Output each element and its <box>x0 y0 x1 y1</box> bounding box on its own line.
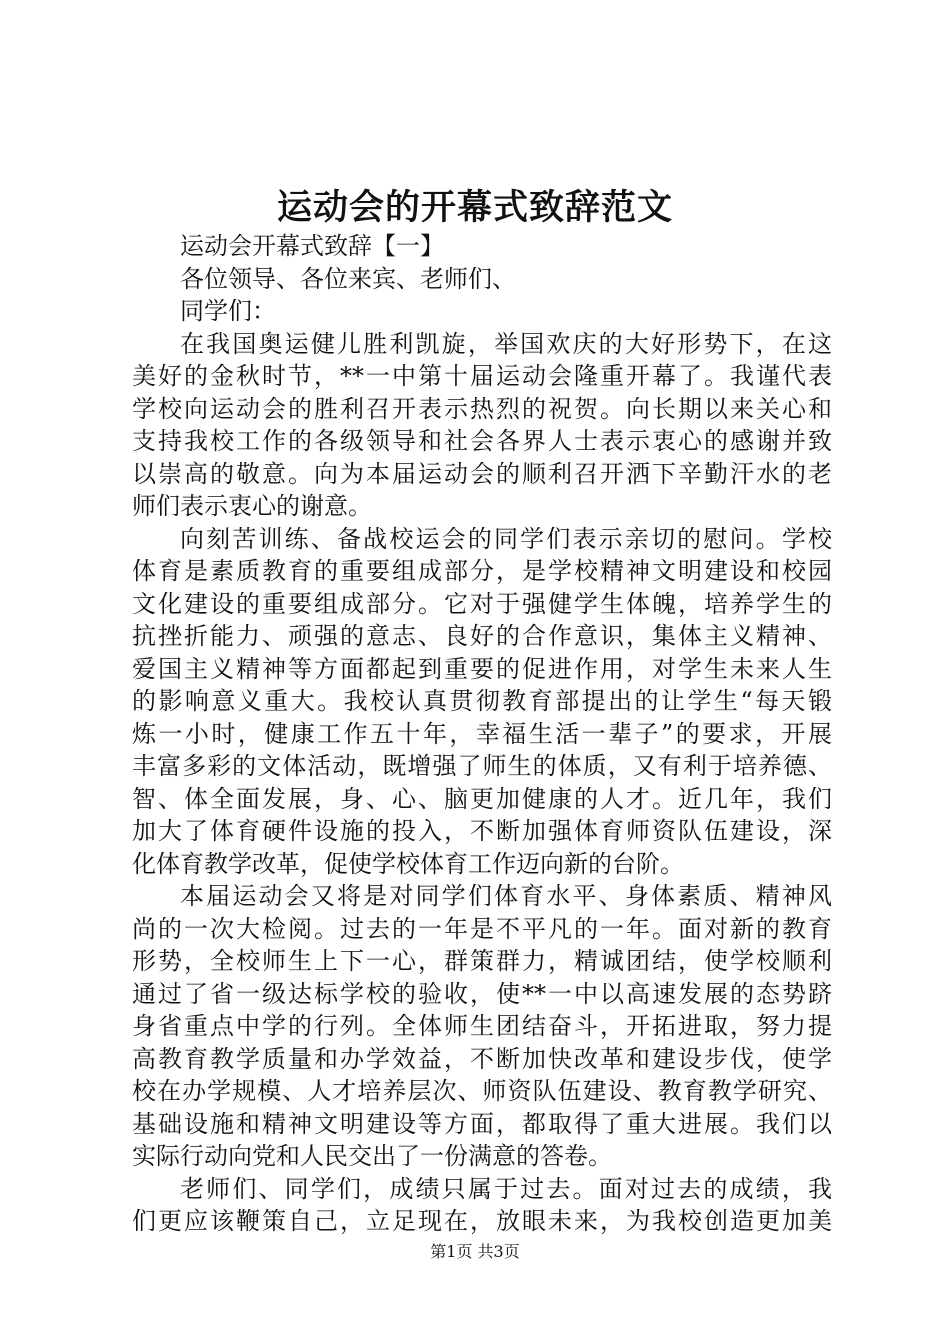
paragraph-line: 炼一小时，健康工作五十年，幸福生活一辈子”的要求，开展 <box>132 719 832 748</box>
paragraph-line: 文化建设的重要组成部分。它对于强健学生体魄，培养学生的 <box>132 589 832 618</box>
paragraph-line: 通过了省一级达标学校的验收，使**一中以高速发展的态势跻 <box>132 979 832 1008</box>
paragraph-line: 形势，全校师生上下一心，群策群力，精诚团结，使学校顺利 <box>132 947 832 975</box>
paragraph-line: 美好的金秋时节，**一中第十届运动会隆重开幕了。我谨代表 <box>132 362 832 390</box>
paragraph-line: 在我国奥运健儿胜利凯旋，举国欢庆的大好形势下，在这 <box>180 329 832 358</box>
greeting-line: 同学们： <box>180 297 276 325</box>
paragraph-line: 学校向运动会的胜利召开表示热烈的祝贺。向长期以来关心和 <box>132 394 832 423</box>
document-body <box>132 230 832 1238</box>
greeting-line: 各位领导、各位来宾、老师们、 <box>180 264 516 293</box>
paragraph-line: 们更应该鞭策自己，立足现在，放眼未来，为我校创造更加美 <box>132 1207 832 1235</box>
paragraph-line: 校在办学规模、人才培养层次、师资队伍建设、教育教学研究、 <box>132 1077 832 1105</box>
paragraph-line: 基础设施和精神文明建设等方面，都取得了重大进展。我们以 <box>132 1109 832 1138</box>
paragraph-line: 实际行动向党和人民交出了一份满意的答卷。 <box>132 1142 612 1170</box>
paragraph-line: 抗挫折能力、顽强的意志、良好的合作意识，集体主义精神、 <box>132 622 832 650</box>
paragraph-line: 化体育教学改革，促使学校体育工作迈向新的台阶。 <box>132 849 684 878</box>
paragraph-line: 智、体全面发展，身、心、脑更加健康的人才。近几年，我们 <box>132 784 832 813</box>
paragraph-line: 高教育教学质量和办学效益，不断加快改革和建设步伐，使学 <box>132 1044 832 1073</box>
page-footer: 第1页 共3页 <box>430 1242 520 1261</box>
document-title: 运动会的开幕式致辞范文 <box>276 187 673 228</box>
paragraph-line: 身省重点中学的行列。全体师生团结奋斗，开拓进取，努力提 <box>132 1012 832 1040</box>
paragraph-line: 本届运动会又将是对同学们体育水平、身体素质、精神风 <box>180 882 832 910</box>
paragraph-line: 向刻苦训练、备战校运会的同学们表示亲切的慰问。学校 <box>180 524 832 553</box>
paragraph-line: 以崇高的敬意。向为本届运动会的顺利召开洒下辛勤汗水的老 <box>132 459 832 488</box>
paragraph-line: 师们表示衷心的谢意。 <box>132 492 372 520</box>
paragraph-line: 体育是素质教育的重要组成部分，是学校精神文明建设和校园 <box>132 557 832 585</box>
section-heading: 运动会开幕式致辞【一】 <box>180 232 444 260</box>
paragraph-line: 加大了体育硬件设施的投入，不断加强体育师资队伍建设，深 <box>132 817 832 845</box>
paragraph-line: 尚的一次大检阅。过去的一年是不平凡的一年。面对新的教育 <box>132 914 832 943</box>
paragraph-line: 的影响意义重大。我校认真贯彻教育部提出的让学生“每天锻 <box>132 687 832 715</box>
paragraph-line: 支持我校工作的各级领导和社会各界人士表示衷心的感谢并致 <box>132 427 832 455</box>
paragraph-line: 老师们、同学们，成绩只属于过去。面对过去的成绩，我 <box>180 1174 832 1203</box>
paragraph-line: 爱国主义精神等方面都起到重要的促进作用，对学生未来人生 <box>132 654 832 683</box>
paragraph-line: 丰富多彩的文体活动，既增强了师生的体质，又有利于培养德、 <box>132 752 832 780</box>
